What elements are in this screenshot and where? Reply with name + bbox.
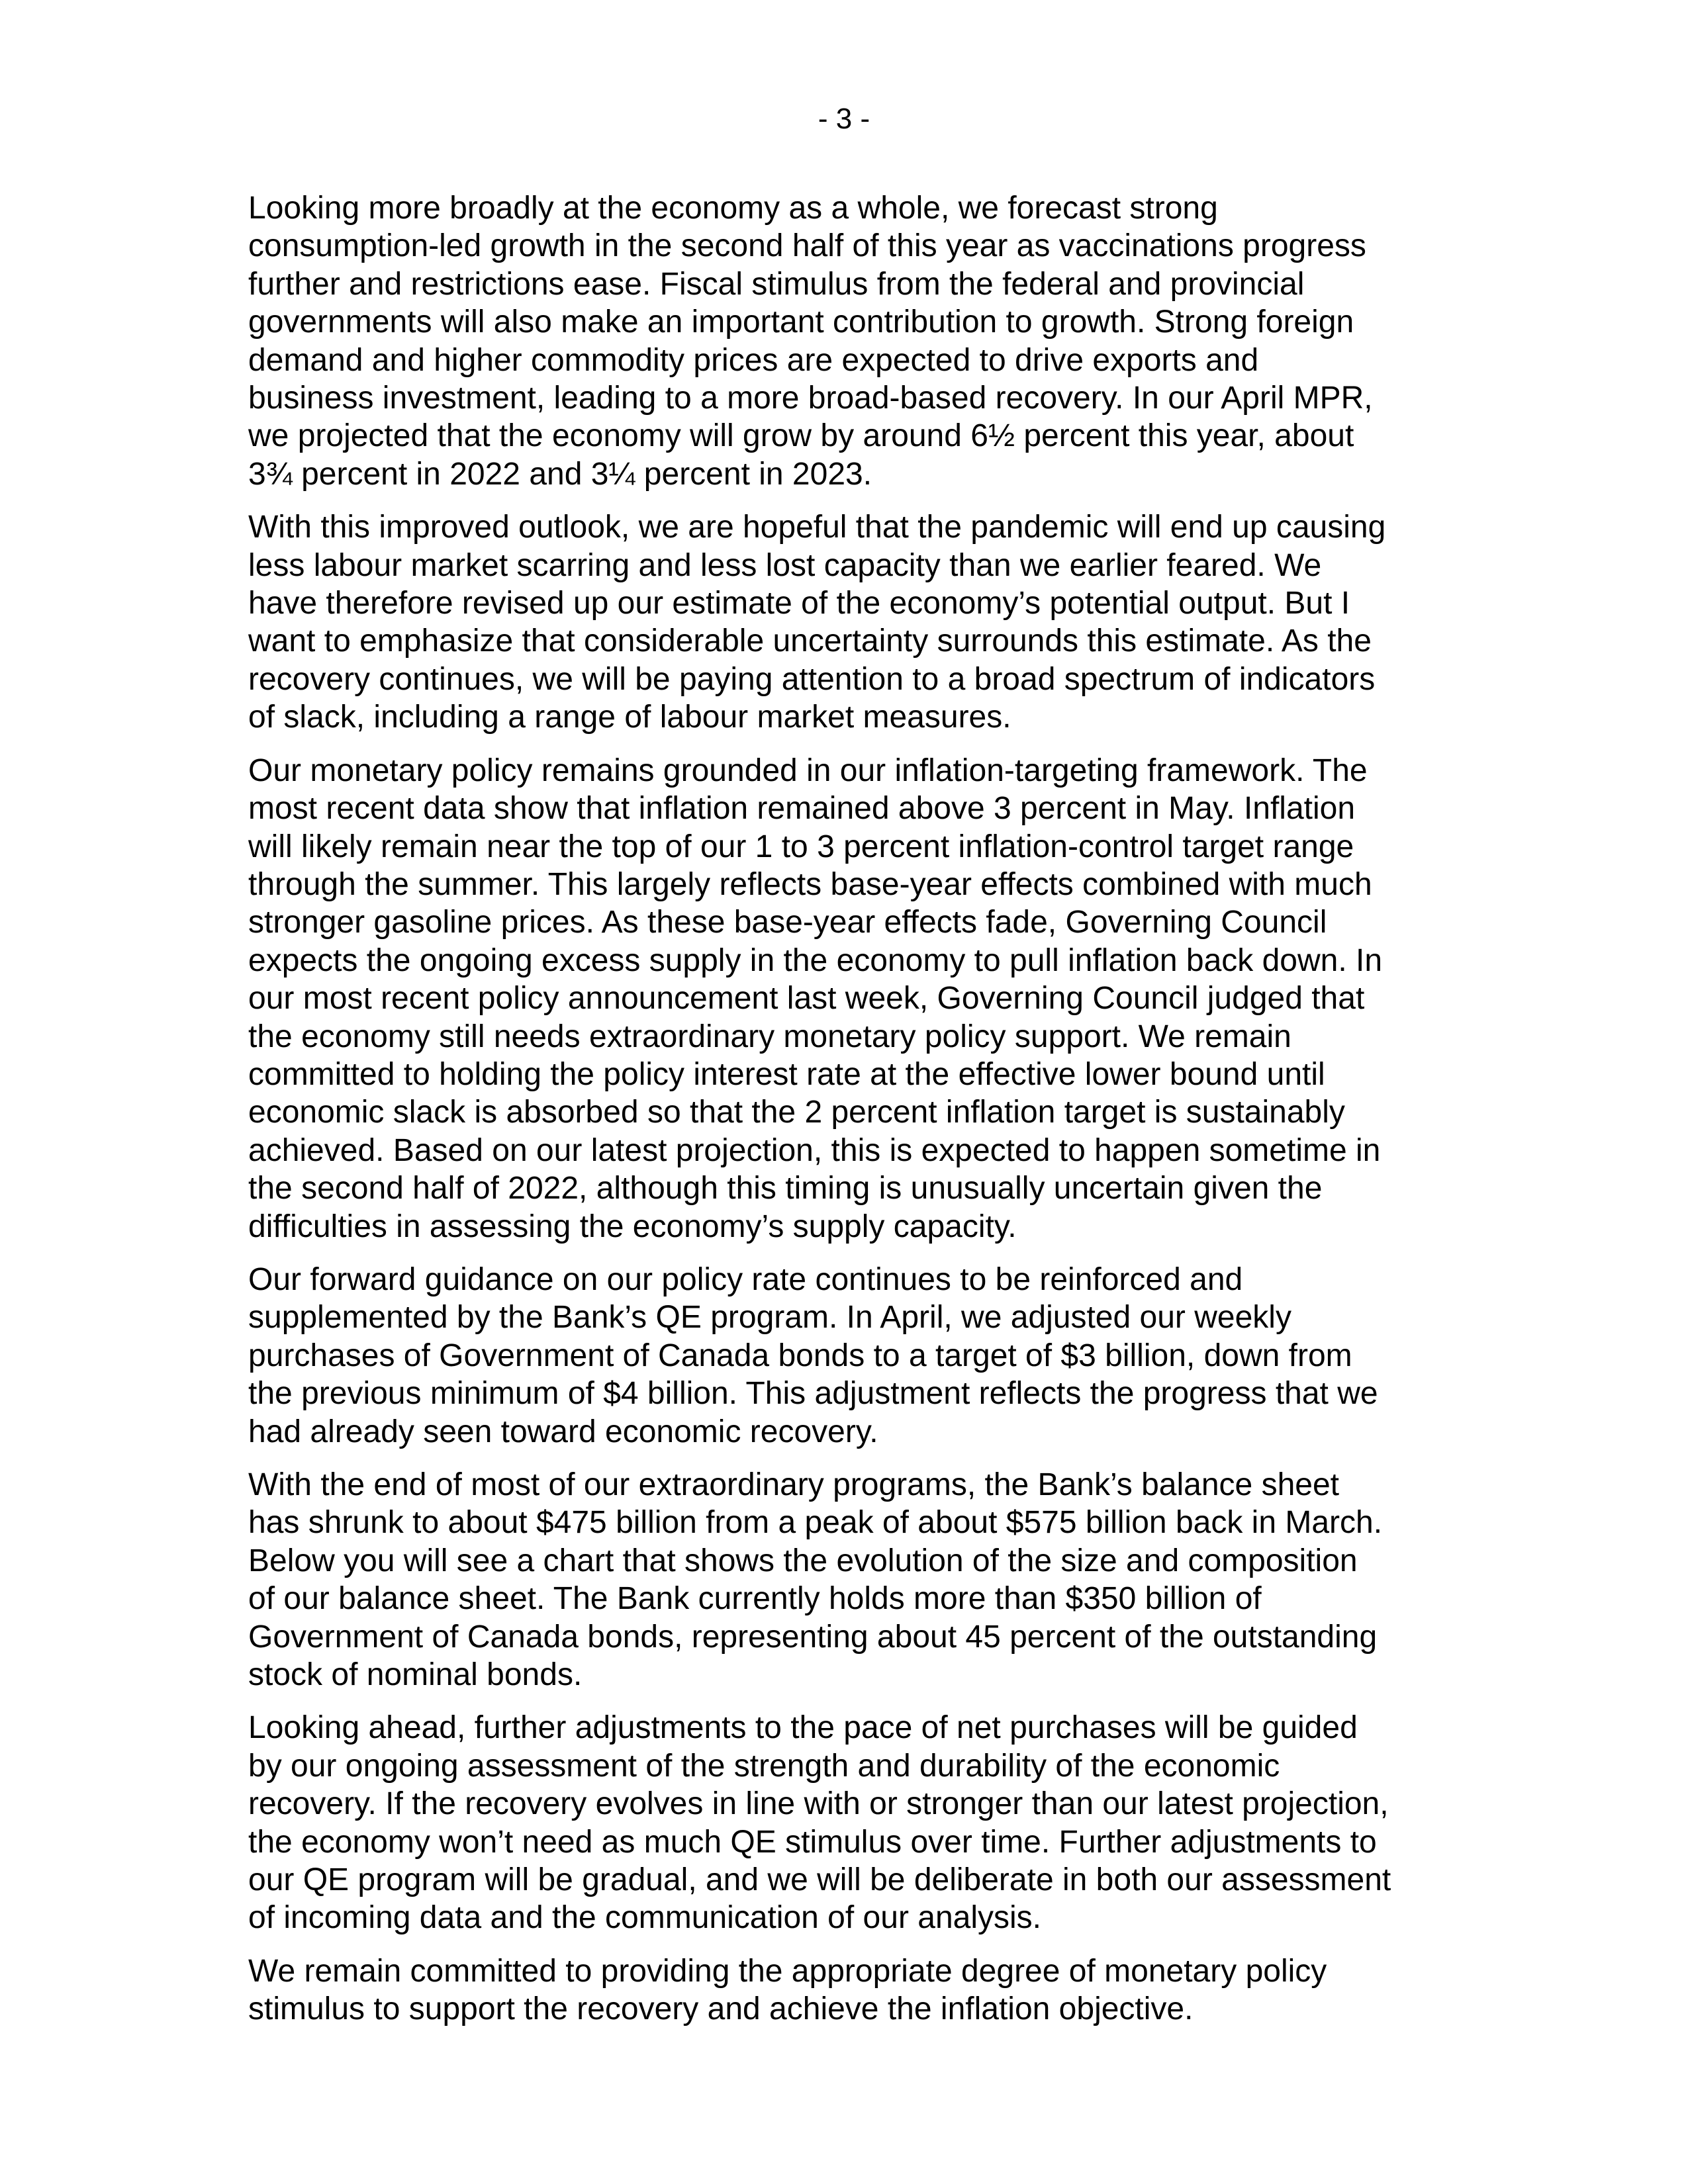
text-line: Our monetary policy remains grounded in our inflation-targeting framework. The bbox=[248, 752, 1368, 788]
text-line: recovery. If the recovery evolves in line with or stronger than our latest projection, bbox=[248, 1786, 1389, 1822]
text-line: the economy still needs extraordinary monetary policy support. We remain bbox=[248, 1019, 1291, 1054]
text-line: expects the ongoing excess supply in the economy to pull inflation back down. In bbox=[248, 942, 1383, 978]
text-line: We remain committed to providing the appropriate degree of monetary policy bbox=[248, 1953, 1327, 1989]
text-line: by our ongoing assessment of the strength and durability of the economic bbox=[248, 1748, 1280, 1784]
text-line: supplemented by the Bank’s QE program. In April, we adjusted our weekly bbox=[248, 1300, 1291, 1336]
text-line: achieved. Based on our latest projection, this is expected to happen sometime in bbox=[248, 1132, 1381, 1168]
text-line: Looking ahead, further adjustments to the pace of net purchases will be guided bbox=[248, 1710, 1358, 1746]
paragraph-commitment bbox=[248, 1952, 1446, 2028]
text-line: want to emphasize that considerable uncertainty surrounds this estimate. As the bbox=[248, 623, 1372, 659]
text-line: the economy won’t need as much QE stimulus over time. Further adjustments to bbox=[248, 1824, 1377, 1860]
paragraph-forward-guidance bbox=[248, 1261, 1446, 1451]
paragraph-potential-output bbox=[248, 508, 1446, 736]
text-line: had already seen toward economic recovery. bbox=[248, 1414, 878, 1449]
text-line: through the summer. This largely reflects base-year effects combined with much bbox=[248, 866, 1372, 902]
text-line: Our forward guidance on our policy rate continues to be reinforced and bbox=[248, 1261, 1243, 1297]
paragraph-looking-ahead bbox=[248, 1709, 1446, 1936]
text-line: of our balance sheet. The Bank currently holds more than $350 billion of bbox=[248, 1581, 1262, 1617]
text-line: Government of Canada bonds, representing about 45 percent of the outstanding bbox=[248, 1619, 1378, 1655]
text-line: will likely remain near the top of our 1 to 3 percent inflation-control target range bbox=[248, 829, 1354, 864]
text-line: less labour market scarring and less lost capacity than we earlier feared. We bbox=[248, 547, 1322, 583]
text-line: committed to holding the policy interest rate at the effective lower bound until bbox=[248, 1056, 1325, 1092]
text-line: recovery continues, we will be paying attention to a broad spectrum of indicators bbox=[248, 661, 1376, 697]
text-line: 3¾ percent in 2022 and 3¼ percent in 2023. bbox=[248, 456, 872, 492]
text-line: our most recent policy announcement last week, Governing Council judged that bbox=[248, 981, 1365, 1017]
text-line: consumption-led growth in the second half of this year as vaccinations progress bbox=[248, 228, 1366, 264]
text-line: business investment, leading to a more broad-based recovery. In our April MPR, bbox=[248, 381, 1373, 416]
page-number: - 3 - bbox=[818, 103, 870, 135]
text-line: most recent data show that inflation remained above 3 percent in May. Inflation bbox=[248, 791, 1356, 827]
text-line: demand and higher commodity prices are expected to drive exports and bbox=[248, 342, 1259, 378]
paragraph-monetary-policy bbox=[248, 752, 1446, 1246]
text-line: the second half of 2022, although this timing is unusually uncertain given the bbox=[248, 1171, 1323, 1206]
text-line: we projected that the economy will grow by around 6½ percent this year, about bbox=[248, 418, 1354, 454]
text-line: stimulus to support the recovery and achieve the inflation objective. bbox=[248, 1991, 1194, 2027]
text-line: stock of nominal bonds. bbox=[248, 1657, 583, 1693]
text-line: economic slack is absorbed so that the 2 percent inflation target is sustainably bbox=[248, 1095, 1345, 1130]
paragraph-economy-outlook bbox=[248, 189, 1446, 493]
text-line: difficulties in assessing the economy’s supply capacity. bbox=[248, 1208, 1017, 1244]
text-line: have therefore revised up our estimate of the economy’s potential output. But I bbox=[248, 586, 1350, 621]
text-line: the previous minimum of $4 billion. This adjustment reflects the progress that we bbox=[248, 1376, 1378, 1412]
text-line: our QE program will be gradual, and we will be deliberate in both our assessment bbox=[248, 1862, 1391, 1898]
text-line: Looking more broadly at the economy as a whole, we forecast strong bbox=[248, 191, 1218, 226]
text-line: Below you will see a chart that shows the evolution of the size and composition bbox=[248, 1543, 1358, 1578]
text-line: With the end of most of our extraordinary programs, the Bank’s balance sheet bbox=[248, 1467, 1339, 1502]
document-body bbox=[248, 189, 1446, 2044]
text-line: purchases of Government of Canada bonds to a target of $3 billion, down from bbox=[248, 1338, 1352, 1373]
text-line: governments will also make an important contribution to growth. Strong foreign bbox=[248, 304, 1354, 340]
text-line: of incoming data and the communication of our analysis. bbox=[248, 1900, 1042, 1936]
text-line: further and restrictions ease. Fiscal stimulus from the federal and provincial bbox=[248, 266, 1305, 302]
text-line: has shrunk to about $475 billion from a peak of about $575 billion back in March. bbox=[248, 1505, 1383, 1541]
paragraph-balance-sheet bbox=[248, 1466, 1446, 1694]
text-line: With this improved outlook, we are hopeful that the pandemic will end up causing bbox=[248, 510, 1386, 545]
text-line: of slack, including a range of labour market measures. bbox=[248, 700, 1011, 735]
text-line: stronger gasoline prices. As these base-year effects fade, Governing Council bbox=[248, 905, 1327, 940]
